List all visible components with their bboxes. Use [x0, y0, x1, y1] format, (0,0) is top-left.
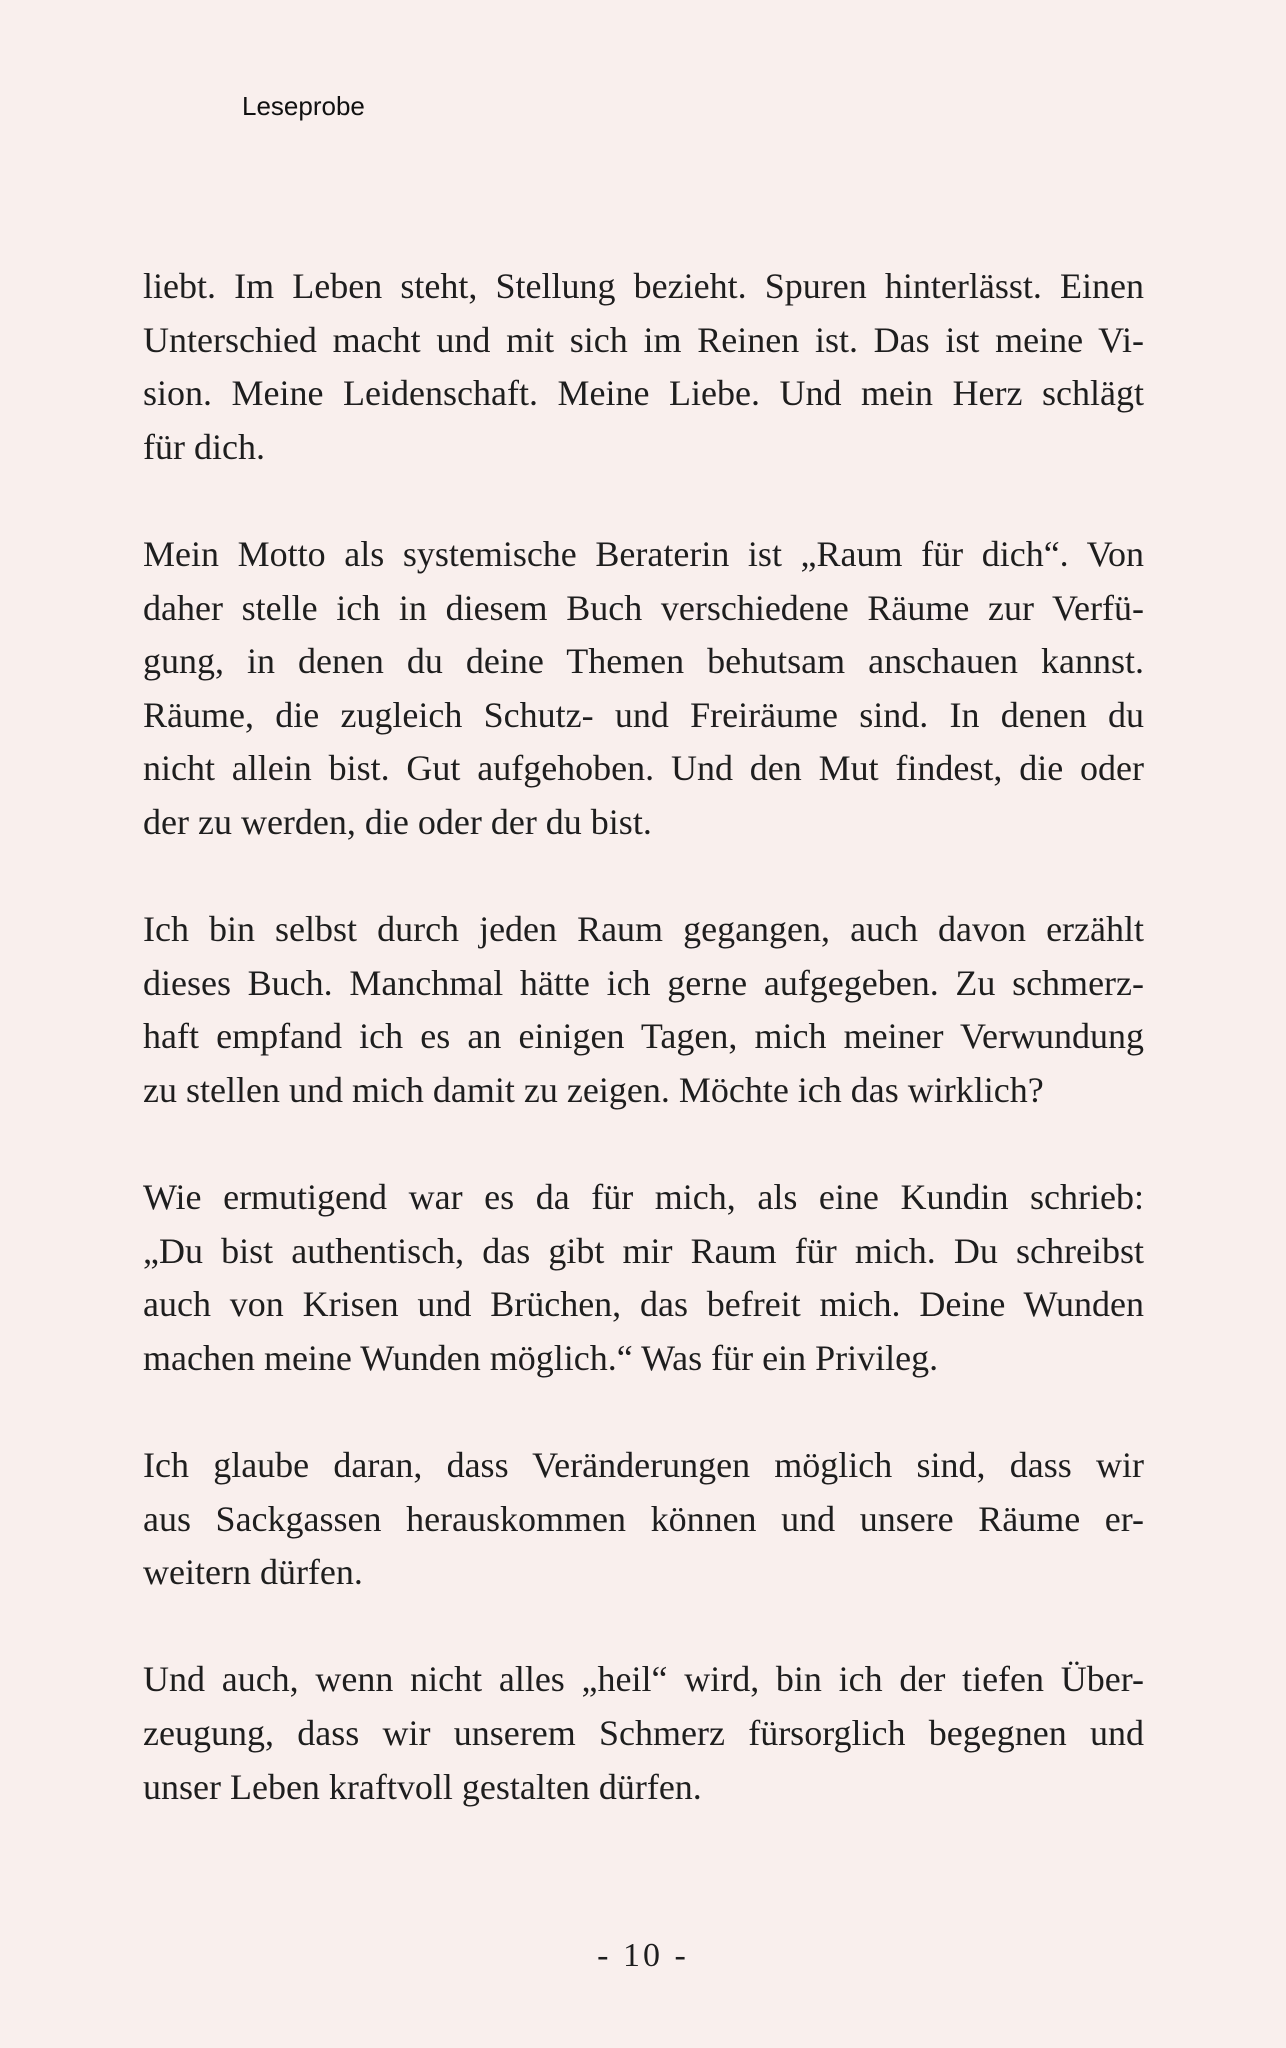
text-line: „Du bist authentisch, das gibt mir Raum für mich. Du schreibst: [143, 1230, 1144, 1271]
text-line: aus Sackgassen herauskommen können und unsere Räume er-: [143, 1498, 1144, 1539]
text-line: daher stelle ich in diesem Buch verschiedene Räume zur Verfü-: [143, 587, 1144, 628]
text-line: weitern dürfen.: [143, 1552, 363, 1593]
header-label: Leseprobe: [242, 91, 365, 121]
text-line: Ich glaube daran, dass Veränderungen möglich sind, dass wir: [143, 1445, 1144, 1486]
text-line: Ich bin selbst durch jeden Raum gegangen, auch davon erzählt: [143, 909, 1144, 950]
text-line: Unterschied macht und mit sich im Reinen ist. Das ist meine Vi-: [143, 319, 1144, 360]
text-line: liebt. Im Leben steht, Stellung bezieht. Spuren hinterlässt. Einen: [143, 266, 1144, 306]
paragraph: [143, 528, 1144, 850]
paragraph: [143, 1653, 1144, 1814]
text-line: zeugung, dass wir unserem Schmerz fürsorglich begegnen und: [143, 1713, 1144, 1754]
text-line: haft empfand ich es an einigen Tagen, mich meiner Verwundung: [143, 1016, 1144, 1057]
text-line: Räume, die zugleich Schutz- und Freiräume sind. In denen du: [143, 694, 1144, 735]
paragraph: [143, 1439, 1144, 1600]
text-line: für dich.: [143, 426, 265, 467]
text-line: Wie ermutigend war es da für mich, als eine Kundin schrieb:: [143, 1177, 1144, 1218]
text-line: Und auch, wenn nicht alles „heil“ wird, bin ich der tiefen Über-: [143, 1659, 1144, 1700]
text-line: auch von Krisen und Brüchen, das befreit mich. Deine Wunden: [143, 1284, 1144, 1325]
paragraph: [143, 260, 1144, 474]
text-line: unser Leben kraftvoll gestalten dürfen.: [143, 1766, 702, 1807]
text-line: sion. Meine Leidenschaft. Meine Liebe. Und mein Herz schlägt: [143, 373, 1144, 414]
paragraph: [143, 903, 1144, 1117]
text-line: nicht allein bist. Gut aufgehoben. Und den Mut findest, die oder: [143, 748, 1144, 789]
paragraph: [143, 1171, 1144, 1385]
text-line: Mein Motto als systemische Beraterin ist „Raum für dich“. Von: [143, 533, 1144, 574]
text-line: zu stellen und mich damit zu zeigen. Möchte ich das wirklich?: [143, 1069, 1044, 1110]
body-text: [143, 260, 1144, 1868]
text-line: gung, in denen du deine Themen behutsam anschauen kannst.: [143, 641, 1144, 682]
page-number: - 10 -: [597, 1937, 689, 1974]
text-line: dieses Buch. Manchmal hätte ich gerne aufgegeben. Zu schmerz-: [143, 962, 1144, 1003]
text-line: der zu werden, die oder der du bist.: [143, 801, 652, 842]
text-line: machen meine Wunden möglich.“ Was für ein Privileg.: [143, 1337, 939, 1378]
